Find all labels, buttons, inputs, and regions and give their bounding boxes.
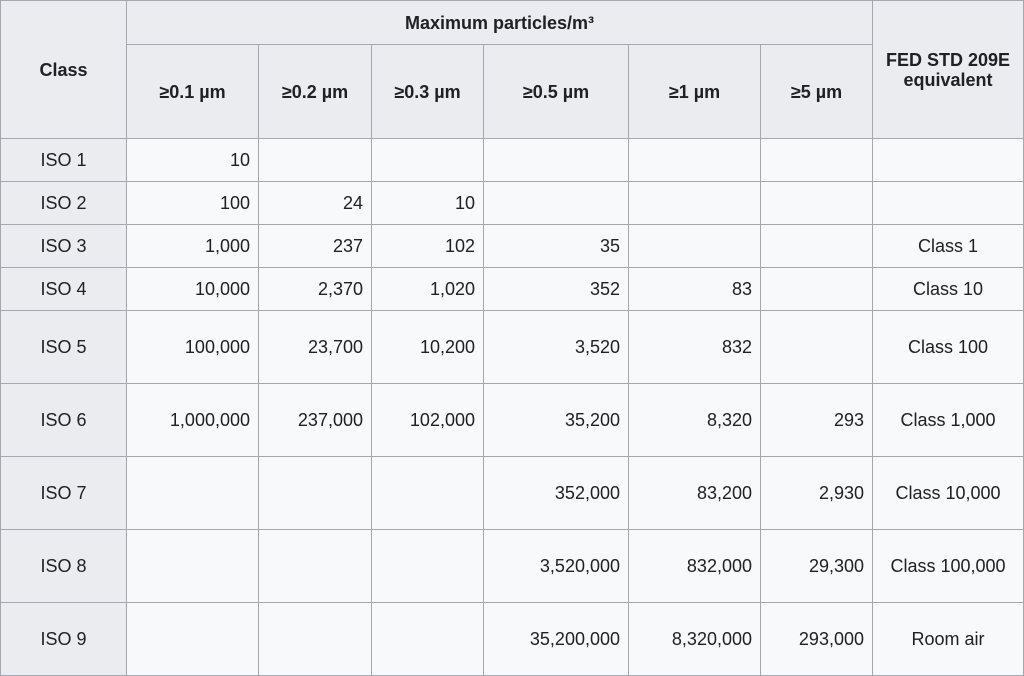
size-header: ≥0.3 µm (372, 45, 484, 139)
particle-count-cell: 352,000 (484, 457, 629, 530)
table-row (1, 603, 1024, 676)
fed-equivalent-cell (873, 139, 1024, 182)
particle-count-cell: 100 (127, 182, 259, 225)
particle-count-cell (761, 225, 873, 268)
particle-count-cell: 3,520,000 (484, 530, 629, 603)
particle-count-cell: 1,000,000 (127, 384, 259, 457)
iso-class-label: ISO 7 (1, 457, 127, 530)
particle-count-cell (484, 182, 629, 225)
particle-count-cell: 100,000 (127, 311, 259, 384)
particle-count-cell: 83,200 (629, 457, 761, 530)
size-header: ≥0.1 µm (127, 45, 259, 139)
particle-count-cell: 293,000 (761, 603, 873, 676)
iso-class-label: ISO 5 (1, 311, 127, 384)
particle-count-cell: 24 (259, 182, 372, 225)
table-row (1, 182, 1024, 225)
particle-count-cell (127, 603, 259, 676)
particle-count-cell (127, 530, 259, 603)
table-row (1, 268, 1024, 311)
iso-class-label: ISO 6 (1, 384, 127, 457)
fed-equivalent-cell: Class 10 (873, 268, 1024, 311)
particle-count-cell (484, 139, 629, 182)
table-row (1, 384, 1024, 457)
particle-count-cell (372, 457, 484, 530)
particle-count-cell: 237,000 (259, 384, 372, 457)
particle-count-cell (259, 530, 372, 603)
size-header: ≥0.5 µm (484, 45, 629, 139)
particle-count-cell (761, 182, 873, 225)
particle-count-cell (259, 139, 372, 182)
particle-count-cell (629, 139, 761, 182)
particle-count-cell: 1,020 (372, 268, 484, 311)
particle-count-cell (761, 139, 873, 182)
iso-class-label: ISO 3 (1, 225, 127, 268)
particle-count-cell (127, 457, 259, 530)
particle-count-cell: 35 (484, 225, 629, 268)
fed-equivalent-cell: Class 1 (873, 225, 1024, 268)
particle-count-cell: 8,320 (629, 384, 761, 457)
table-row (1, 311, 1024, 384)
table-row (1, 530, 1024, 603)
particle-count-cell: 2,370 (259, 268, 372, 311)
size-header: ≥1 µm (629, 45, 761, 139)
particle-count-cell: 10,200 (372, 311, 484, 384)
fed-equivalent-cell: Class 10,000 (873, 457, 1024, 530)
particle-count-cell: 293 (761, 384, 873, 457)
header-row-2 (1, 45, 1024, 139)
particle-count-cell: 35,200,000 (484, 603, 629, 676)
iso-class-label: ISO 9 (1, 603, 127, 676)
size-header: ≥5 µm (761, 45, 873, 139)
table-row (1, 139, 1024, 182)
fed-equivalent-cell: Class 100 (873, 311, 1024, 384)
particle-count-cell (761, 268, 873, 311)
particle-count-cell: 10 (372, 182, 484, 225)
fed-equivalent-cell: Class 1,000 (873, 384, 1024, 457)
particle-count-cell: 237 (259, 225, 372, 268)
size-header: ≥0.2 µm (259, 45, 372, 139)
header-row-1 (1, 1, 1024, 45)
particle-count-cell: 2,930 (761, 457, 873, 530)
particle-count-cell (761, 311, 873, 384)
fed-equivalent-cell: Class 100,000 (873, 530, 1024, 603)
particle-count-cell: 8,320,000 (629, 603, 761, 676)
table-row (1, 225, 1024, 268)
particle-count-cell: 352 (484, 268, 629, 311)
particle-count-cell: 83 (629, 268, 761, 311)
fed-equivalent-cell: Room air (873, 603, 1024, 676)
iso-class-label: ISO 4 (1, 268, 127, 311)
particle-count-cell (259, 457, 372, 530)
particle-count-cell: 3,520 (484, 311, 629, 384)
particle-count-cell (629, 182, 761, 225)
iso-class-label: ISO 8 (1, 530, 127, 603)
particle-count-cell (372, 139, 484, 182)
particle-count-cell (259, 603, 372, 676)
particle-count-cell: 10,000 (127, 268, 259, 311)
fed-std-header: FED STD 209E equivalent (873, 1, 1024, 139)
particle-count-cell (372, 530, 484, 603)
particle-count-cell: 1,000 (127, 225, 259, 268)
fed-equivalent-cell (873, 182, 1024, 225)
table-row (1, 457, 1024, 530)
particle-count-cell: 29,300 (761, 530, 873, 603)
particle-count-cell: 35,200 (484, 384, 629, 457)
iso-class-label: ISO 2 (1, 182, 127, 225)
class-header: Class (1, 1, 127, 139)
particle-count-cell: 10 (127, 139, 259, 182)
particle-count-cell: 23,700 (259, 311, 372, 384)
iso-class-label: ISO 1 (1, 139, 127, 182)
particle-count-cell (629, 225, 761, 268)
particle-count-cell: 832 (629, 311, 761, 384)
particle-count-cell: 102 (372, 225, 484, 268)
particle-count-cell: 832,000 (629, 530, 761, 603)
max-particles-header: Maximum particles/m³ (127, 1, 873, 45)
particle-count-cell (372, 603, 484, 676)
particle-count-cell: 102,000 (372, 384, 484, 457)
